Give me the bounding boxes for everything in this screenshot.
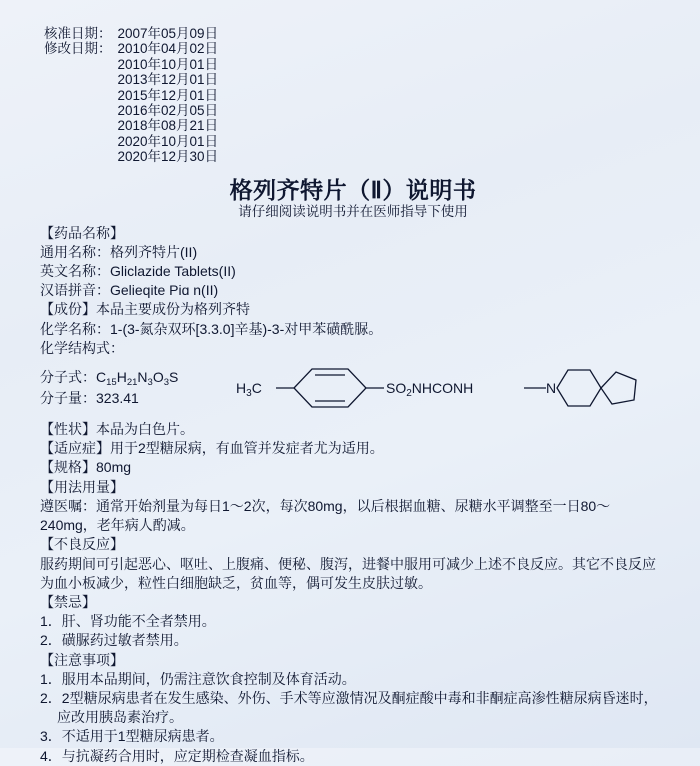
structure-left-group: $H_3C$ — [236, 380, 262, 400]
ingredients-text: 本品主要成份为格列齐特 — [96, 301, 250, 318]
revision-date-value: 2020年12月30日 — [117, 149, 219, 165]
section-heading-precautions: 【注意事项】 — [40, 651, 124, 668]
revision-date-value: 2016年02月05日 — [117, 103, 219, 119]
pinyin-value: Gelieqite Piɑ n(II) — [110, 282, 219, 299]
section-heading-name: 【药品名称】 — [40, 224, 124, 241]
section-heading-adverse: 【不良反应】 — [40, 536, 124, 553]
specification-line: 【规格】80mg — [40, 459, 132, 476]
structure-nitrogen: N — [546, 380, 557, 397]
structure-text-column — [40, 368, 216, 408]
molecular-formula-value: $C_{15}H_{21}N_3O_3S$ — [96, 368, 179, 388]
revision-date-label-spacer — [44, 57, 112, 72]
molecular-weight-line: 分子量：323.41 — [40, 390, 139, 407]
insert-body — [40, 224, 666, 766]
revision-date-value: 2013年12月01日 — [117, 72, 219, 88]
structure-linker: $SO_2NHCONH$ — [386, 380, 474, 400]
precaution-item: 2．2型糖尿病患者在发生感染、外伤、手术等应激情况及酮症酸中毒和非酮症高渗性糖尿病昏迷时，应改用胰岛素治疗。 — [40, 689, 658, 726]
section-heading-ingredients: 【成份】 — [40, 301, 96, 318]
approval-date-value: 2007年05月09日 — [117, 26, 219, 41]
precaution-item: 3．不适用于1型糖尿病患者。 — [40, 728, 224, 745]
contraindication-item: 1．肝、肾功能不全者禁用。 — [40, 613, 216, 630]
page-subtitle: 请仔细阅读说明书并在医师指导下使用 — [238, 203, 468, 219]
revision-date-label-spacer — [44, 72, 112, 87]
revision-date-value: 2015年12月01日 — [117, 87, 219, 103]
section-heading-dosage: 【用法用量】 — [40, 478, 124, 495]
approval-date-label: 核准日期： — [44, 26, 112, 41]
chemical-structure-diagram — [216, 356, 666, 420]
revision-date-label: 修改日期： — [44, 41, 112, 57]
dosage-text: 遵医嘱：通常开始剂量为每日1～2次，每次80mg，以后根据血糖、尿糖水平调整至一日80～240mg，老年病人酌减。 — [40, 497, 611, 534]
generic-name-line: 通用名称：格列齐特片(II) — [40, 243, 198, 260]
page-title: 格列齐特片（Ⅱ）说明书 — [229, 176, 477, 203]
revision-date-value: 2020年10月01日 — [117, 133, 219, 149]
revision-date-label-spacer — [44, 103, 112, 118]
properties-line: 【性状】本品为白色片。 — [40, 421, 194, 438]
molecular-formula-label: 分子式： — [40, 368, 96, 385]
section-heading-contraindications: 【禁忌】 — [40, 593, 96, 610]
revision-date-label-spacer — [44, 149, 112, 164]
revision-date-value: 2010年04月02日 — [117, 41, 219, 57]
pinyin-label: 汉语拼音： — [40, 282, 110, 299]
english-name-value: Gliclazide Tablets(II) — [110, 263, 236, 280]
revision-date-label-spacer — [44, 134, 112, 149]
revision-date-value: 2010年10月01日 — [117, 56, 219, 72]
precaution-item: 4．与抗凝药合用时，应定期检查凝血指标。 — [40, 747, 314, 764]
english-name-label: 英文名称： — [40, 263, 110, 280]
revision-date-label-spacer — [44, 118, 112, 133]
adverse-text: 服药期间可引起恶心、呕吐、上腹痛、便秘、腹泻，进餐中服用可减少上述不良反应。其它不良反应为血小板减少，粒性白细胞缺乏，贫血等，偶可发生皮肤过敏。 — [40, 555, 656, 591]
revision-date-value: 2018年08月21日 — [117, 118, 219, 134]
structure-label: 化学结构式： — [40, 339, 124, 356]
revision-date-label-spacer — [44, 88, 112, 103]
indications-line: 【适应症】用于2型糖尿病，有血管并发症者尤为适用。 — [40, 440, 384, 457]
contraindication-item: 2．磺脲药过敏者禁用。 — [40, 632, 188, 649]
chemical-name-line: 化学名称：1-(3-氮杂双环[3.3.0]辛基)-3-对甲苯磺酰脲。 — [40, 320, 383, 337]
molecular-formula-line — [40, 368, 216, 389]
structure-row — [40, 356, 666, 420]
ingredients-line — [40, 300, 666, 319]
structure-svg — [216, 356, 646, 420]
pinyin-line — [40, 281, 666, 300]
dates-block — [44, 26, 666, 165]
english-name-line — [40, 262, 666, 281]
precaution-item: 1．服用本品期间，仍需注意饮食控制及体育活动。 — [40, 670, 356, 687]
